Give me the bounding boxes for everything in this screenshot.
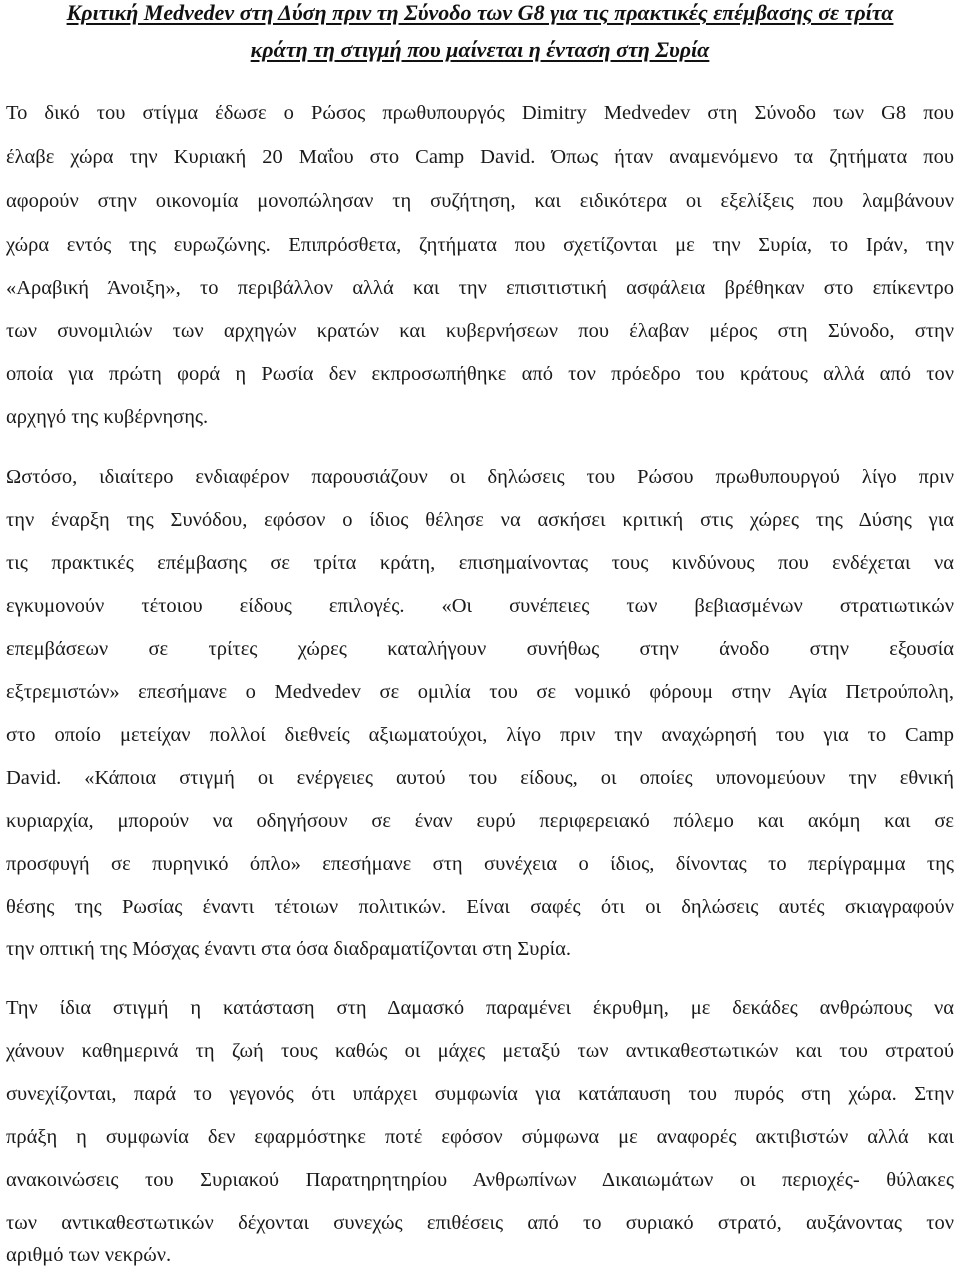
paragraph-line: Το δικό του στίγμα έδωσε ο Ρώσος πρωθυπουργός Dimitry Medvedev στη Σύνοδο των G8 που xyxy=(6,102,954,124)
paragraph-line: David. «Κάποια στιγμή οι ενέργειες αυτού του είδους, οι οποίες υπονομεύουν την εθνική xyxy=(6,767,954,789)
paragraph-line: Την ίδια στιγμή η κατάσταση στη Δαμασκό παραμένει έκρυθμη, με δεκάδες ανθρώπους να xyxy=(6,997,954,1019)
paragraph-line: αρχηγό της κυβέρνησης. xyxy=(6,406,209,428)
paragraph-line: τις πρακτικές επέμβασης σε τρίτα κράτη, επισημαίνοντας τους κινδύνους που ενδέχεται να xyxy=(6,552,954,574)
paragraph-line: αφορούν στην οικονομία μονοπώλησαν τη συζήτηση, και ειδικότερα οι εξελίξεις που λαμβάνουν xyxy=(6,190,954,212)
paragraph-line: συνεχίζονται, παρά το γεγονός ότι υπάρχει συμφωνία για κατάπαυση του πυρός στη χώρα. Στην xyxy=(6,1083,954,1105)
paragraph-line: επεμβάσεων σε τρίτες χώρες καταλήγουν συνήθως στην άνοδο στην εξουσία xyxy=(6,638,954,660)
paragraph-line: χώρα εντός της ευρωζώνης. Επιπρόσθετα, ζητήματα που σχετίζονται με την Συρία, το Ιράν, την xyxy=(6,234,954,256)
paragraph-line: στο οποίο μετείχαν πολλοί διεθνείς αξιωματούχοι, λίγο πριν την αναχώρησή του για το Camp xyxy=(6,724,954,746)
paragraph-line: ανακοινώσεις του Συριακού Παρατηρητηρίου Ανθρωπίνων Δικαιωμάτων οι περιοχές- θύλακες xyxy=(6,1169,954,1191)
paragraph-line: εγκυμονούν τέτοιου είδους επιλογές. «Οι συνέπειες των βεβιασμένων στρατιωτικών xyxy=(6,595,954,617)
paragraph-line: Ωστόσο, ιδιαίτερο ενδιαφέρον παρουσιάζουν οι δηλώσεις του Ρώσου πρωθυπουργού λίγο πριν xyxy=(6,466,954,488)
paragraph-line: των συνομιλιών των αρχηγών κρατών και κυβερνήσεων που έλαβαν μέρος στη Σύνοδο, στην xyxy=(6,320,954,342)
paragraph-line: χάνουν καθημερινά τη ζωή τους καθώς οι μάχες μεταξύ των αντικαθεστωτικών και του στρατού xyxy=(6,1040,954,1062)
article-title-line-2: κράτη τη στιγμή που μαίνεται η ένταση στη Συρία xyxy=(250,37,710,62)
paragraph-line: των αντικαθεστωτικών δέχονται συνεχώς επιθέσεις από το συριακό στρατό, αυξάνοντας τον xyxy=(6,1212,954,1234)
paragraph-line: εξτρεμιστών» επεσήμανε ο Medvedev σε ομιλία του σε νομικό φόρουμ στην Αγία Πετρούπολη, xyxy=(6,681,954,703)
paragraph-line: την έναρξη της Συνόδου, εφόσον ο ίδιος θέλησε να ασκήσει κριτική στις χώρες της Δύσης για xyxy=(6,509,954,531)
paragraph-line: προσφυγή σε πυρηνικό όπλο» επεσήμανε στη συνέχεια ο ίδιος, δίνοντας το περίγραμμα της xyxy=(6,853,954,875)
paragraph-line: κυριαρχία, μπορούν να οδηγήσουν σε έναν ευρύ περιφερειακό πόλεμο και ακόμη και σε xyxy=(6,810,954,832)
paragraph-line: θέσης της Ρωσίας έναντι τέτοιων πολιτικών. Είναι σαφές ότι οι δηλώσεις αυτές σκιαγραφούν xyxy=(6,896,954,918)
paragraph-line: πράξη η συμφωνία δεν εφαρμόστηκε ποτέ εφόσον σύμφωνα με αναφορές ακτιβιστών αλλά και xyxy=(6,1126,954,1148)
paragraph-line: έλαβε χώρα την Κυριακή 20 Μαΐου στο Camp David. Όπως ήταν αναμενόμενο τα ζητήματα που xyxy=(6,146,954,168)
paragraph-line: «Αραβική Άνοιξη», το περιβάλλον αλλά και την επισιτιστική ασφάλεια βρέθηκαν στο επίκεντρο xyxy=(6,277,954,299)
paragraph-line: οποία για πρώτη φορά η Ρωσία δεν εκπροσωπήθηκε από τον πρόεδρο του κράτους αλλά από τον xyxy=(6,363,954,385)
paragraph-line: την οπτική της Μόσχας έναντι στα όσα διαδραματίζονται στη Συρία. xyxy=(6,938,572,960)
paragraph-line: αριθμό των νεκρών. xyxy=(6,1244,172,1266)
article-title-line-1: Κριτική Medvedev στη Δύση πριν τη Σύνοδο των G8 για τις πρακτικές επέμβασης σε τρίτα xyxy=(66,0,894,25)
